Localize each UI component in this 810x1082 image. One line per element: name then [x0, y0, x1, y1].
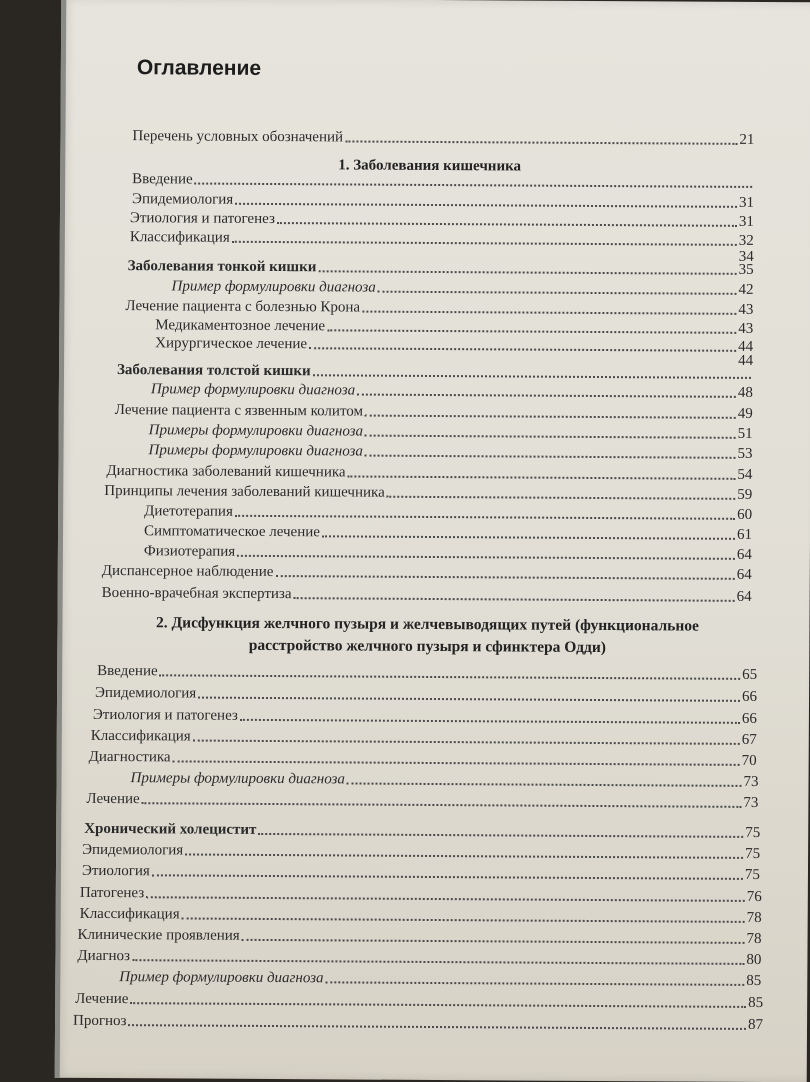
toc-entry: Лечение 73	[86, 790, 759, 811]
toc-entry: Примеры формулировки диагноза 51	[148, 422, 753, 442]
toc-entry: Перечень условных обозначений 21	[132, 128, 755, 148]
toc-entry: Лечение пациента с язвенным колитом 49	[114, 402, 753, 422]
toc-entry: Лечение пациента с болезнью Крона 43	[125, 298, 754, 318]
toc-entry: Этиология и патогенез 66	[92, 706, 757, 727]
toc-entry: Клинические проявления 78	[77, 926, 762, 948]
toc-entry: Пример формулировки диагноза 48	[150, 381, 753, 401]
toc-entry: Этиология 75	[81, 862, 761, 883]
section-title: 2. Дисфункция желчного пузыря и желчевыводящих путей (функциональное расстройство желчного пузыря и сфинктера Одди)	[155, 614, 700, 657]
toc-entry: Классификация 32	[129, 229, 754, 249]
toc-entry: Введение	[132, 168, 754, 192]
toc-entry: Диагностика заболеваний кишечника 54	[106, 462, 753, 483]
toc-entry: Эпидемиология 31	[132, 191, 755, 211]
toc-entry: Диспансерное наблюдение 64	[101, 562, 752, 583]
toc-entry: 34	[738, 248, 754, 265]
toc-entry: Принципы лечения заболеваний кишечника 59	[104, 482, 753, 503]
page-edge	[55, 0, 67, 1078]
toc-entry: Физиотерапия 64	[143, 543, 752, 563]
toc-entry: Пример формулировки диагноза 85	[119, 969, 762, 990]
toc-entry: Патогенез 76	[79, 884, 762, 906]
section-title: 1. Заболевания кишечника	[338, 157, 522, 175]
toc-entry: Диетотерапия 60	[144, 503, 753, 523]
toc-entry: Диагноз 80	[77, 947, 762, 969]
toc-entry: Медикаментозное лечение 43	[155, 317, 754, 337]
toc-entry: Эпидемиология 66	[95, 684, 758, 705]
toc-entry: Пример формулировки диагноза 42	[171, 278, 754, 298]
toc-entry: Эпидемиология 75	[82, 841, 761, 862]
toc-entry: Классификация 67	[90, 727, 757, 748]
toc-entry: Лечение 85	[75, 990, 764, 1012]
toc-entry: Диагностика 70	[88, 748, 757, 769]
toc-entry: Заболевания тонкой кишки 35	[127, 258, 754, 278]
toc-entry: Симптоматическое лечение 61	[143, 523, 753, 543]
toc-entry: Классификация 78	[79, 905, 762, 927]
toc-entry: Введение 65	[97, 662, 758, 683]
book-page	[55, 0, 810, 1082]
toc-entry: Заболевания толстой кишки	[117, 359, 753, 383]
toc-entry: Хирургическое лечение 44	[155, 335, 754, 355]
toc-entry: 44	[738, 352, 754, 369]
toc-entry: Примеры формулировки диагноза 53	[148, 442, 753, 462]
toc-entry: Прогноз 87	[73, 1012, 764, 1034]
toc-entry: Военно-врачебная экспертиза 64	[101, 584, 752, 605]
page-title: Оглавление	[136, 56, 262, 80]
toc-entry: Примеры формулировки диагноза 73	[130, 770, 759, 790]
toc-entry: Этиология и патогенез 31	[129, 210, 754, 230]
toc-entry: Хронический холецистит 75	[84, 820, 761, 841]
